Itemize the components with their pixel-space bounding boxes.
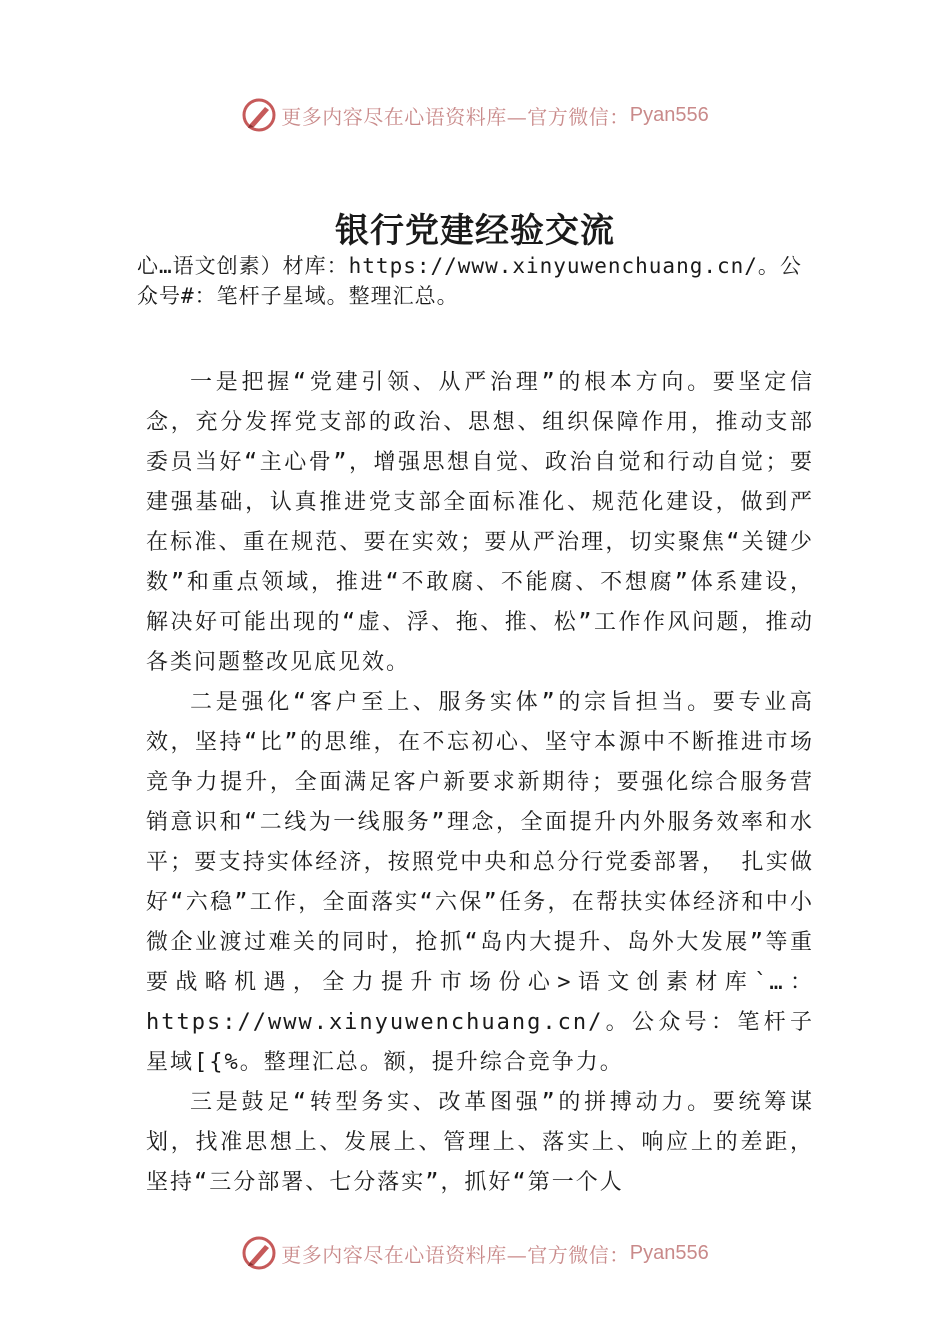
- footer-banner-text: 更多内容尽在心语资料库—官方微信：: [281, 1242, 630, 1267]
- paragraph-2: 二是强化“客户至上、服务实体”的宗旨担当。要专业高效，坚持“比”的思维，在不忘初心、坚守本源中不断推进市场竞争力提升，全面满足客户新要求新期待；要强化综合服务营销意识和“二线为一线服务”理念，全面提升内外服务效率和水平；要支持实体经济，按照党中央和总分行党委部署， 扎实做好“六稳”工作，全面落实“六保”任务，在帮扶实体经济和中小微企业渡过难关的同时，抢抓“岛内大提升、岛外大发展”等重要战略机遇，全力提升市场份心>语文创素材库`…：https://www.xinyuwenchuang.cn/。公众号：笔杆子星域[{%。整理汇总。额，提升综合竞争力。: [146, 690, 814, 1075]
- banner-text: 更多内容尽在心语资料库—官方微信：: [281, 104, 630, 129]
- pen-logo-icon: [241, 97, 277, 133]
- pen-logo-icon: [241, 1235, 277, 1271]
- document-body: [146, 363, 814, 1203]
- paragraph-3: 三是鼓足“转型务实、改革图强”的拼搏动力。要统筹谋划，找准思想上、发展上、管理上、落实上、响应上的差距， 坚持“三分部署、七分落实”，抓好“第一个人: [146, 1090, 814, 1195]
- header-line-2: 众号#：笔杆子星域。整理汇总。: [137, 284, 459, 308]
- header-banner: [0, 95, 950, 135]
- paragraph-1: 一是把握“党建引领、从严治理”的根本方向。要坚定信念，充分发挥党支部的政治、思想、组织保障作用，推动支部委员当好“主心骨”，增强思想自觉、政治自觉和行动自觉；要建强基础，认真推进党支部全面标准化、规范化建设，做到严在标准、重在规范、要在实效；要从严治理，切实聚焦“关键少数”和重点领域，推进“不敢腐、不能腐、不想腐”体系建设，解决好可能出现的“虚、浮、拖、推、松”工作作风问题，推动各类问题整改见底见效。: [146, 370, 814, 675]
- document-title: 银行党建经验交流: [335, 211, 615, 251]
- footer-banner: [0, 1233, 950, 1273]
- header-line-1: 心…语文创素）材库：https://www.xinyuwenchuang.cn/。公: [137, 254, 802, 278]
- footer-wechat-handle: Pyan556: [629, 1241, 709, 1264]
- banner-wechat-handle: Pyan556: [629, 103, 709, 126]
